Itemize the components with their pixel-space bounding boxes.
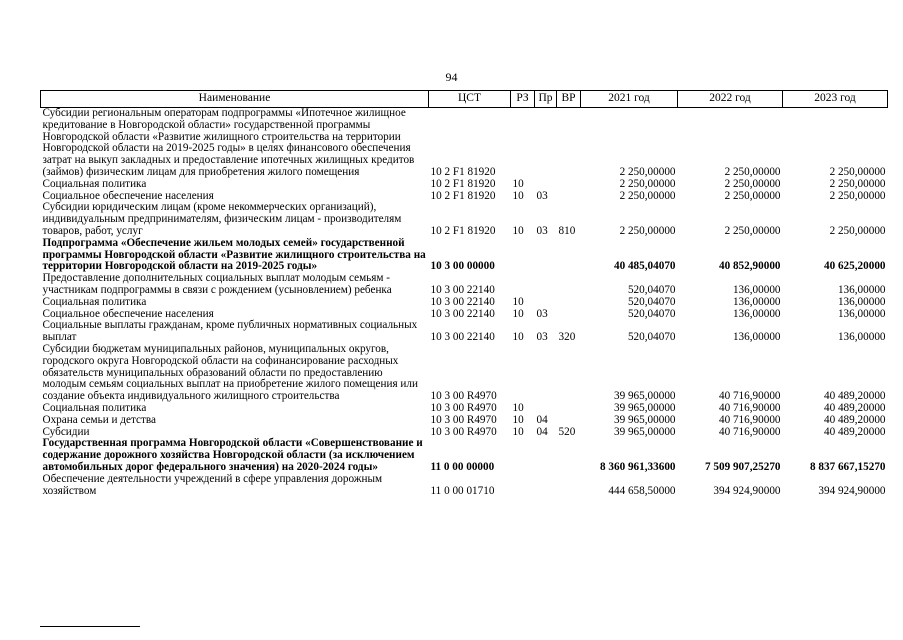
row-value-2022: 40 716,90000 (718, 413, 781, 426)
row-value-2021: 40 485,04070 (613, 260, 676, 273)
table-row (41, 273, 888, 297)
row-value-2021: 2 250,00000 (619, 189, 676, 202)
row-name: Предоставление дополнительных социальных выплат молодым семьям - участникам подпрограммы в связи с рождением (усыновлением) ребенка (42, 272, 392, 296)
row-rz: 10 (512, 189, 524, 202)
table-row (41, 415, 888, 427)
row-vr (557, 179, 581, 191)
row-value-2021: 39 965,00000 (613, 390, 676, 403)
row-name: Подпрограмма «Обеспечение жильем молодых семей» государственной программы Новгородской области «Развитие жилищного строительства на территории Новгородской области на 2019-2025 годы» (42, 236, 426, 273)
row-cst: 10 3 00 22140 (430, 295, 495, 308)
row-value-2021: 520,04070 (627, 295, 676, 308)
row-rz: 10 (512, 295, 524, 308)
row-value-2022: 40 716,90000 (718, 425, 781, 438)
row-value-2022: 2 250,00000 (724, 177, 781, 190)
table-row (41, 179, 888, 191)
row-value-2022: 136,00000 (732, 307, 781, 320)
row-pr (535, 403, 557, 415)
header-vr: ВР (557, 91, 581, 108)
row-value-2022: 2 250,00000 (724, 165, 781, 178)
row-value-2022: 2 250,00000 (724, 189, 781, 202)
row-name: Социальная политика (42, 401, 147, 414)
row-value-2021: 2 250,00000 (619, 177, 676, 190)
row-cst: 10 3 00 R4970 (430, 413, 497, 426)
table-row (41, 403, 888, 415)
row-cst: 10 3 00 22140 (430, 307, 495, 320)
row-value-2021: 520,04070 (627, 283, 676, 296)
row-vr (557, 474, 581, 498)
row-cst: 10 3 00 00000 (430, 260, 495, 273)
row-value-2023: 136,00000 (837, 283, 886, 296)
row-name: Субсидии юридическим лицам (кроме некоммерческих организаций), индивидуальным предпринимателям, физическим лицам - производителям товаров, работ, услуг (42, 201, 402, 237)
row-vr (557, 403, 581, 415)
header-2021: 2021 год (581, 91, 678, 108)
table-row (41, 320, 888, 344)
header-cst: ЦСТ (429, 91, 511, 108)
row-rz (511, 273, 535, 297)
row-value-2021: 39 965,00000 (613, 413, 676, 426)
row-value-2021: 444 658,50000 (608, 484, 676, 497)
row-value-2022: 394 924,90000 (713, 484, 781, 497)
row-vr (557, 273, 581, 297)
row-name: Государственная программа Новгородской области «Совершенствование и содержание дорожного хозяйства Новгородской области (за исключением автомобильных дорог федерального значения) на 2020-2024 годы» (42, 437, 423, 473)
row-value-2023: 394 924,90000 (818, 484, 886, 497)
row-vr (557, 297, 581, 309)
row-value-2023: 136,00000 (837, 331, 886, 344)
row-value-2022: 136,00000 (732, 331, 781, 344)
row-value-2023: 136,00000 (837, 295, 886, 308)
row-name: Социальное обеспечение населения (42, 189, 214, 202)
row-name: Субсидии (42, 425, 90, 438)
row-value-2021: 520,04070 (627, 307, 676, 320)
row-value-2021: 2 250,00000 (619, 165, 676, 178)
row-name: Обеспечение деятельности учреждений в сфере управления дорожным хозяйством (42, 472, 383, 497)
table-row (41, 474, 888, 498)
row-rz: 10 (512, 307, 524, 320)
row-cst: 10 2 F1 81920 (430, 189, 496, 202)
row-vr (557, 344, 581, 403)
row-value-2023: 40 489,20000 (823, 425, 886, 438)
row-value-2021: 2 250,00000 (619, 224, 676, 237)
page-number: 94 (445, 70, 458, 84)
row-rz: 10 (512, 425, 524, 438)
row-rz: 10 (512, 177, 524, 190)
table-header-row (41, 91, 888, 108)
row-pr (535, 108, 557, 179)
row-cst: 10 3 00 R4970 (430, 425, 497, 438)
table-row (41, 297, 888, 309)
row-pr (535, 179, 557, 191)
row-value-2021: 39 965,00000 (613, 425, 676, 438)
row-name: Социальная политика (42, 177, 147, 190)
row-vr (557, 238, 581, 273)
row-pr (535, 273, 557, 297)
row-cst: 10 3 00 R4970 (430, 390, 497, 403)
row-vr (557, 309, 581, 321)
row-vr (557, 191, 581, 203)
row-value-2023: 8 837 667,15270 (809, 460, 886, 473)
row-value-2023: 2 250,00000 (829, 165, 886, 178)
row-rz (511, 344, 535, 403)
row-value-2023: 40 489,20000 (823, 390, 886, 403)
table-row (41, 438, 888, 473)
row-pr (535, 344, 557, 403)
row-cst: 10 2 F1 81920 (430, 165, 496, 178)
row-cst: 10 2 F1 81920 (430, 177, 496, 190)
row-pr: 03 (536, 307, 548, 320)
row-name: Субсидии региональным операторам подпрограммы «Ипотечное жилищное кредитование в Новгородской области» государственной программы Новгородской области «Развитие жилищного строительства на территории Новгородской области на 2019-2025 годы» в целях финансового обеспечения затрат на выкуп закладных и предоставление ипотечных жилищных кредитов (займов) физическим лицам для приобретения жилого помещения (42, 107, 415, 178)
row-pr (535, 438, 557, 473)
row-vr (557, 438, 581, 473)
row-vr: 320 (558, 331, 576, 344)
header-pr: Пр (535, 91, 557, 108)
row-value-2023: 2 250,00000 (829, 177, 886, 190)
table-row (41, 344, 888, 403)
row-rz (511, 238, 535, 273)
header-2023: 2023 год (783, 91, 888, 108)
table-body (41, 108, 888, 498)
row-cst: 10 3 00 R4970 (430, 401, 497, 414)
row-value-2023: 136,00000 (837, 307, 886, 320)
row-rz: 10 (512, 413, 524, 426)
row-pr (535, 474, 557, 498)
row-pr: 03 (536, 331, 548, 344)
row-value-2023: 40 489,20000 (823, 401, 886, 414)
row-cst: 11 0 00 01710 (430, 484, 495, 497)
row-value-2021: 39 965,00000 (613, 401, 676, 414)
header-name: Наименование (41, 91, 429, 108)
row-cst: 10 2 F1 81920 (430, 224, 496, 237)
row-pr: 03 (536, 224, 548, 237)
table-row (41, 238, 888, 273)
row-value-2022: 40 716,90000 (718, 390, 781, 403)
footnote-rule (40, 626, 140, 627)
row-value-2022: 136,00000 (732, 295, 781, 308)
row-cst: 10 3 00 22140 (430, 331, 495, 344)
row-rz: 10 (512, 331, 524, 344)
row-value-2021: 520,04070 (627, 331, 676, 344)
row-value-2021: 8 360 961,33600 (599, 460, 676, 473)
row-value-2022: 40 852,90000 (718, 260, 781, 273)
row-pr (535, 238, 557, 273)
row-name: Социальная политика (42, 295, 147, 308)
row-value-2022: 136,00000 (732, 283, 781, 296)
row-name: Охрана семьи и детства (42, 413, 156, 426)
header-rz: РЗ (511, 91, 535, 108)
row-pr: 03 (536, 189, 548, 202)
header-2022: 2022 год (678, 91, 783, 108)
row-rz (511, 474, 535, 498)
row-rz: 10 (512, 224, 524, 237)
row-rz (511, 108, 535, 179)
budget-table (40, 90, 888, 497)
row-value-2023: 40 625,20000 (823, 260, 886, 273)
table-row (41, 202, 888, 237)
row-vr (557, 108, 581, 179)
table-row (41, 108, 888, 179)
row-name: Субсидии бюджетам муниципальных районов, муниципальных округов, городского округа Новгородской области на софинансирование расходных обязательств муниципальных образований области по предоставлению молодым семьям социальных выплат на приобретение жилого помещения или создание объекта индивидуального жилищного строительства (42, 342, 418, 403)
row-cst: 10 3 00 22140 (430, 283, 495, 296)
row-pr (535, 297, 557, 309)
row-cst: 11 0 00 00000 (430, 460, 495, 473)
row-name: Социальные выплаты гражданам, кроме публичных нормативных социальных выплат (42, 319, 418, 344)
row-vr (557, 415, 581, 427)
row-value-2023: 40 489,20000 (823, 413, 886, 426)
row-value-2022: 40 716,90000 (718, 401, 781, 414)
row-value-2022: 2 250,00000 (724, 224, 781, 237)
row-name: Социальное обеспечение населения (42, 307, 214, 320)
row-rz: 10 (512, 401, 524, 414)
row-rz (511, 438, 535, 473)
row-vr: 810 (558, 224, 576, 237)
row-value-2022: 7 509 907,25270 (704, 460, 781, 473)
row-vr: 520 (558, 425, 576, 438)
row-pr: 04 (536, 413, 548, 426)
row-pr: 04 (536, 425, 548, 438)
row-value-2023: 2 250,00000 (829, 189, 886, 202)
row-value-2023: 2 250,00000 (829, 224, 886, 237)
